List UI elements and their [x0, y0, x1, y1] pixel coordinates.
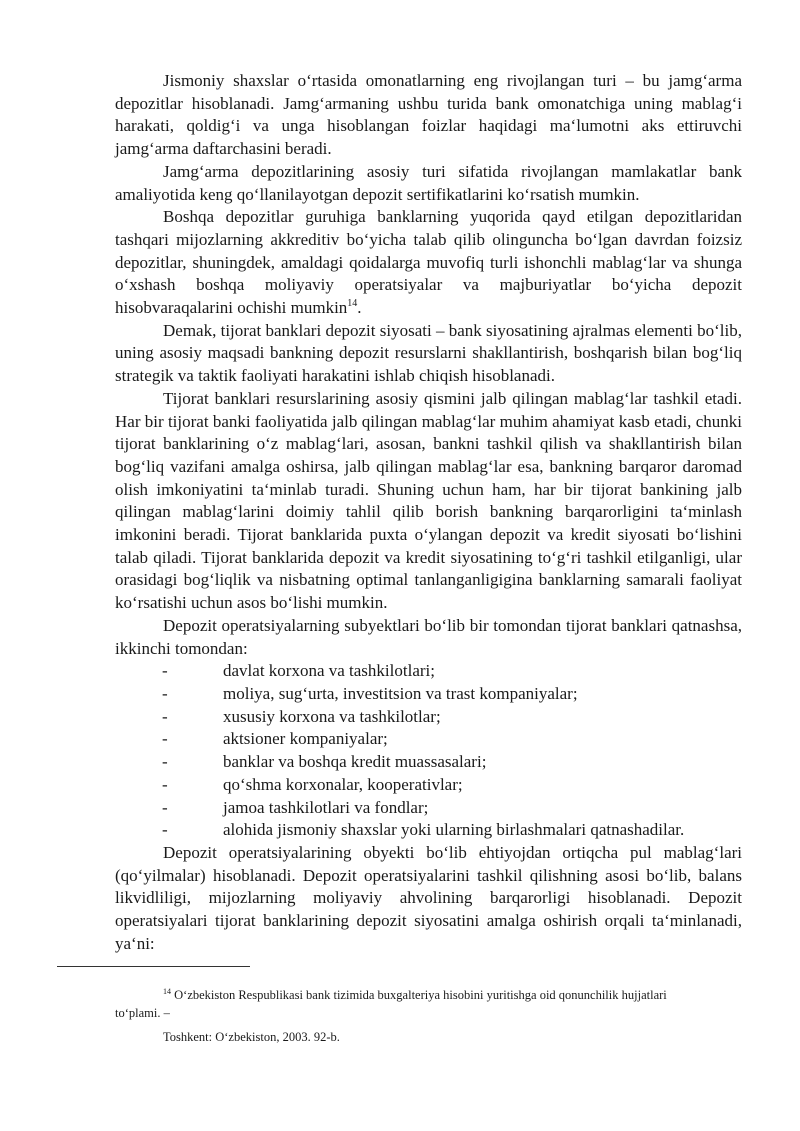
list-item [115, 683, 742, 706]
list-item [115, 660, 742, 683]
list-item [115, 774, 742, 797]
footnote-line: to‘plami. – [115, 1006, 170, 1020]
footnote-text: O‘zbekiston Respublikasi bank tizimida buxgalteriya hisobini yuritishga oid qonunchilik hujjatlari [174, 988, 667, 1002]
list-item [115, 728, 742, 751]
footnote-reference[interactable]: 14 [347, 298, 358, 310]
footnote-number: 14 [163, 987, 171, 996]
list-item-text: alohida jismoniy shaxslar yoki ularning birlashmalari qatnashadilar. [223, 820, 685, 840]
list-item [115, 819, 742, 842]
paragraph: Demak, tijorat banklari depozit siyosati – bank siyosatining ajralmas elementi bo‘lib, uning asosiy maqsadi bankning depozit resurslarni shakllantirish, boshqarish bilan bog‘liq strategik va taktik faoliyati harakatini ishlab chiqish hisoblanadi. [115, 320, 742, 386]
paragraph-end: . [357, 298, 362, 318]
paragraph [115, 206, 742, 320]
list-item [115, 751, 742, 774]
footnote [115, 986, 742, 1046]
document-body [115, 70, 742, 955]
paragraph: Jamg‘arma depozitlarining asosiy turi sifatida rivojlangan mamlakatlar bank amaliyotida keng qo‘llanilayotgan depozit sertifikatlarini ko‘rsatish mumkin. [115, 161, 742, 204]
list-item-text: davlat korxona va tashkilotlari; [223, 661, 435, 681]
paragraph: Depozit operatsiyalarning subyektlari bo‘lib bir tomondan tijorat banklari qatnashsa, ikkinchi tomondan: [115, 615, 742, 658]
list-dash: - [162, 820, 168, 840]
paragraph: Jismoniy shaxslar o‘rtasida omonatlarning eng rivojlangan turi – bu jamg‘arma depozitlar hisoblanadi. Jamg‘armaning ushbu turida bank omonatchiga uning mablag‘i harakati, qoldig‘i va unga hisoblangan foizlar haqidagi ma‘lumotni aks ettiruvchi jamg‘arma daftarchasini beradi. [115, 71, 742, 159]
paragraph: Depozit operatsiyalarining obyekti bo‘lib ehtiyojdan ortiqcha pul mablag‘lari (qo‘yilmalar) hisoblanadi. Depozit operatsiyalarini tashkil qilishning asosi bo‘lib, balans likvidliligi, mijozlarning moliyaviy ahvolining barqarorligi hisoblanadi. Depozit operatsiyalari tijorat banklarining depozit siyosatini amalga oshirish orqali ta‘minlanadi, ya‘ni: [115, 842, 742, 953]
list-dash: - [162, 729, 168, 749]
footnote-line: Toshkent: O‘zbekiston, 2003. 92-b. [163, 1030, 340, 1044]
list-item-text: moliya, sug‘urta, investitsion va trast kompaniyalar; [223, 683, 578, 703]
list-dash: - [162, 683, 168, 703]
subjects-list [115, 660, 742, 842]
paragraph: Tijorat banklari resurslarining asosiy qismini jalb qilingan mablag‘lar tashkil etadi. Har bir tijorat banki faoliyatida jalb qilingan mablag‘lar muhim ahamiyat kasb etadi, chunki tijorat banklarining o‘z mablag‘lari, asosan, bankni tashkil qilish va shakllantirish bilan bog‘liq vazifani amalga oshirsa, jalb qilingan mablag‘lar esa, bankning barqaror daromad olish imkoniyatini ta‘minlab turadi. Shuning uchun ham, har bir tijorat bankining jalb qilingan mablag‘larini doimiy tahlil qilib borish bankning barqarorligini ta‘minlash imkonini beradi. Tijorat banklarida puxta o‘ylangan depozit va kredit siyosati bo‘lishini talab qiladi. Tijorat banklarida depozit va kredit siyosatining to‘g‘ri tashkil etilganligi, ular orasidagi bog‘liqlik va nisbatning optimal tanlanganligigina banklarning samarali faoliyat ko‘rsatishi uchun asos bo‘lishi mumkin. [115, 388, 742, 613]
list-item [115, 706, 742, 729]
list-item-text: xususiy korxona va tashkilotlar; [223, 706, 441, 726]
list-item-text: jamoa tashkilotlari va fondlar; [223, 797, 429, 817]
footnote-separator [57, 966, 250, 967]
list-dash: - [162, 706, 168, 726]
list-item-text: qo‘shma korxonalar, kooperativlar; [223, 774, 463, 794]
list-item-text: aktsioner kompaniyalar; [223, 729, 388, 749]
list-dash: - [162, 661, 168, 681]
list-item [115, 797, 742, 820]
list-dash: - [162, 774, 168, 794]
list-item-text: banklar va boshqa kredit muassasalari; [223, 752, 487, 772]
paragraph-text: Boshqa depozitlar guruhiga banklarning yuqorida qayd etilgan depozitlaridan tashqari mijozlarning akkreditiv bo‘yicha talab qilib olinguncha bo‘lgan davrdan foizsiz depozitlar, shuningdek, amaldagi qoidalarga muvofiq turli ishonchli mablag‘lar va shunga o‘xshash boshqa moliyaviy operatsiyalar va majburiyatlar bo‘yicha depozit hisobvaraqalarini ochishi mumkin [115, 207, 742, 318]
list-dash: - [162, 752, 168, 772]
list-dash: - [162, 797, 168, 817]
footnote-line [115, 986, 742, 1004]
